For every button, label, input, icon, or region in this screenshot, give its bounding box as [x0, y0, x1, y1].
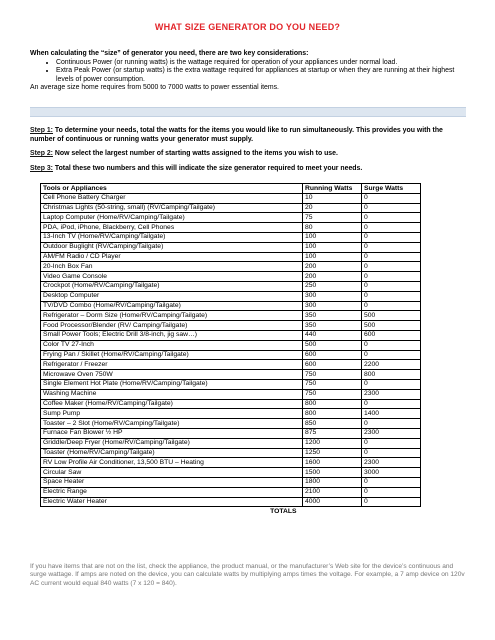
- running-watts-cell: 350: [303, 311, 362, 321]
- surge-watts-cell: 0: [362, 477, 421, 487]
- running-watts-cell: 100: [303, 232, 362, 242]
- appliance-cell: Refrigerator – Dorm Size (Home/RV/Camping/Tailgate): [41, 311, 303, 321]
- appliance-cell: Sump Pump: [41, 409, 303, 419]
- surge-watts-cell: 2300: [362, 458, 421, 468]
- table-row: [41, 193, 421, 203]
- surge-watts-cell: 0: [362, 262, 421, 272]
- surge-watts-cell: 0: [362, 438, 421, 448]
- appliance-cell: 13-Inch TV (Home/RV/Camping/Tailgate): [41, 232, 303, 242]
- table-row: [41, 458, 421, 468]
- appliance-cell: Food Processor/Blender (RV/ Camping/Tailgate): [41, 321, 303, 331]
- appliance-cell: Electric Range: [41, 487, 303, 497]
- surge-watts-cell: 500: [362, 321, 421, 331]
- column-header-running-watts: Running Watts: [303, 184, 362, 194]
- table-row: [41, 321, 421, 331]
- appliance-cell: Microwave Oven 750W: [41, 370, 303, 380]
- appliance-cell: Circular Saw: [41, 468, 303, 478]
- table-row: [41, 360, 421, 370]
- footnote: If you have items that are not on the list, check the appliance, the product manual, or the manufacturer’s Web site for the device’s continuous and surge wattage. If amps are noted on the device, you can calculate watts by multiplying amps times the voltage. For example, a 7 amp device on 120v AC current would equal 840 watts (7 x 120 = 840).: [30, 563, 465, 587]
- table-row: [41, 330, 421, 340]
- running-watts-cell: 1250: [303, 448, 362, 458]
- appliance-cell: Coffee Maker (Home/RV/Camping/Tailgate): [41, 399, 303, 409]
- average-home-note: An average size home requires from 5000 to 7000 watts to power essential items.: [30, 84, 279, 92]
- running-watts-cell: 350: [303, 321, 362, 331]
- appliance-cell: Refrigerator / Freezer: [41, 360, 303, 370]
- appliance-cell: 20-Inch Box Fan: [41, 262, 303, 272]
- appliance-cell: TV/DVD Combo (Home/RV/Camping/Tailgate): [41, 301, 303, 311]
- table-row: [41, 223, 421, 233]
- appliance-cell: Cell Phone Battery Charger: [41, 193, 303, 203]
- surge-watts-cell: 0: [362, 193, 421, 203]
- running-watts-cell: 850: [303, 419, 362, 429]
- step-text: To determine your needs, total the watts for the items you would like to run simultaneously. This provides you with the number of continuous or running watts your generator must supply.: [30, 127, 443, 143]
- table-row: [41, 301, 421, 311]
- table-row: [41, 232, 421, 242]
- running-watts-cell: 1500: [303, 468, 362, 478]
- appliance-cell: Space Heater: [41, 477, 303, 487]
- table-row: [41, 291, 421, 301]
- running-watts-cell: 4000: [303, 497, 362, 507]
- considerations-list: [30, 59, 470, 85]
- surge-watts-cell: 3000: [362, 468, 421, 478]
- running-watts-cell: 20: [303, 203, 362, 213]
- surge-watts-cell: 0: [362, 350, 421, 360]
- surge-watts-cell: 2300: [362, 389, 421, 399]
- running-watts-cell: 250: [303, 281, 362, 291]
- surge-watts-cell: 500: [362, 311, 421, 321]
- running-watts-cell: 300: [303, 301, 362, 311]
- table-row: [41, 419, 421, 429]
- appliance-cell: Frying Pan / Skillet (Home/RV/Camping/Tailgate): [41, 350, 303, 360]
- table-header-row: [41, 184, 421, 194]
- surge-watts-cell: 0: [362, 223, 421, 233]
- intro-section: [30, 50, 470, 93]
- surge-watts-cell: 600: [362, 330, 421, 340]
- running-watts-cell: 300: [303, 291, 362, 301]
- wattage-table: [40, 183, 421, 516]
- running-watts-cell: 1800: [303, 477, 362, 487]
- appliance-cell: Video Game Console: [41, 272, 303, 282]
- step-text: Total these two numbers and this will indicate the size generator required to meet your needs.: [52, 165, 363, 173]
- table-row: [41, 272, 421, 282]
- appliance-cell: Laptop Computer (Home/RV/Camping/Tailgate): [41, 213, 303, 223]
- surge-watts-cell: 0: [362, 242, 421, 252]
- page-title: WHAT SIZE GENERATOR DO YOU NEED?: [154, 22, 341, 32]
- appliance-cell: Furnace Fan Blower ½ HP: [41, 428, 303, 438]
- table-row: [41, 203, 421, 213]
- surge-watts-cell: 0: [362, 340, 421, 350]
- appliance-cell: PDA, iPod, iPhone, Blackberry, Cell Phones: [41, 223, 303, 233]
- table-row: [41, 370, 421, 380]
- step-label: Step 1:: [30, 127, 53, 134]
- running-watts-cell: 200: [303, 262, 362, 272]
- running-watts-cell: 200: [303, 272, 362, 282]
- section-divider: [30, 107, 466, 117]
- intro-lead: When calculating the “size” of generator you need, there are two key considerations:: [30, 50, 309, 57]
- surge-watts-cell: 0: [362, 272, 421, 282]
- table-row: [41, 497, 421, 507]
- surge-watts-cell: 0: [362, 252, 421, 262]
- running-watts-cell: 80: [303, 223, 362, 233]
- surge-watts-cell: 0: [362, 497, 421, 507]
- table-row: [41, 281, 421, 291]
- totals-surge-cell: [362, 507, 421, 516]
- surge-watts-cell: 1400: [362, 409, 421, 419]
- running-watts-cell: 2100: [303, 487, 362, 497]
- surge-watts-cell: 0: [362, 203, 421, 213]
- table-row: [41, 213, 421, 223]
- table-row: [41, 350, 421, 360]
- running-watts-cell: 1200: [303, 438, 362, 448]
- table-row: [41, 468, 421, 478]
- table-row: [41, 379, 421, 389]
- totals-running-cell: [303, 507, 362, 516]
- table-row: [41, 252, 421, 262]
- running-watts-cell: 750: [303, 389, 362, 399]
- appliance-cell: Electric Water Heater: [41, 497, 303, 507]
- table-row: [41, 311, 421, 321]
- running-watts-cell: 440: [303, 330, 362, 340]
- step-3: [30, 165, 466, 174]
- appliance-cell: Outdoor Buglight (RV/Camping/Tailgate): [41, 242, 303, 252]
- surge-watts-cell: 0: [362, 448, 421, 458]
- appliance-cell: Small Power Tools; Electric Drill 3/8-inch, jig saw…): [41, 330, 303, 340]
- table-row: [41, 340, 421, 350]
- running-watts-cell: 1600: [303, 458, 362, 468]
- appliance-cell: Griddle/Deep Fryer (Home/RV/Camping/Tailgate): [41, 438, 303, 448]
- list-item-continuous-power: • Continuous Power (or running watts) is the wattage required for operation of your appliances under normal load.: [56, 59, 470, 68]
- appliance-cell: Toaster – 2 Slot (Home/RV/Camping/Tailgate): [41, 419, 303, 429]
- appliance-cell: Desktop Computer: [41, 291, 303, 301]
- table-row: [41, 487, 421, 497]
- appliance-cell: Toaster (Home/RV/Camping/Tailgate): [41, 448, 303, 458]
- surge-watts-cell: 2200: [362, 360, 421, 370]
- running-watts-cell: 600: [303, 360, 362, 370]
- appliance-cell: Crockpot (Home/RV/Camping/Tailgate): [41, 281, 303, 291]
- running-watts-cell: 500: [303, 340, 362, 350]
- running-watts-cell: 750: [303, 370, 362, 380]
- totals-label: TOTALS: [270, 507, 297, 515]
- steps-section: [30, 127, 466, 180]
- surge-watts-cell: 0: [362, 213, 421, 223]
- running-watts-cell: 100: [303, 242, 362, 252]
- column-header-surge-watts: Surge Watts: [362, 184, 421, 194]
- running-watts-cell: 10: [303, 193, 362, 203]
- table-row: [41, 262, 421, 272]
- running-watts-cell: 600: [303, 350, 362, 360]
- surge-watts-cell: 0: [362, 379, 421, 389]
- surge-watts-cell: 0: [362, 399, 421, 409]
- step-1: [30, 127, 466, 144]
- appliance-cell: Color TV 27-Inch: [41, 340, 303, 350]
- appliance-cell: Washing Machine: [41, 389, 303, 399]
- running-watts-cell: 750: [303, 379, 362, 389]
- surge-watts-cell: 0: [362, 291, 421, 301]
- table-row: [41, 409, 421, 419]
- table-row: [41, 389, 421, 399]
- running-watts-cell: 75: [303, 213, 362, 223]
- surge-watts-cell: 0: [362, 301, 421, 311]
- running-watts-cell: 800: [303, 409, 362, 419]
- step-text: Now select the largest number of starting watts assigned to the items you wish to use.: [52, 150, 338, 158]
- step-label: Step 3:: [30, 165, 53, 173]
- surge-watts-cell: 0: [362, 487, 421, 497]
- running-watts-cell: 875: [303, 428, 362, 438]
- surge-watts-cell: 2300: [362, 428, 421, 438]
- appliance-cell: Single Element Hot Plate (Home/RV/Camping/Tailgate): [41, 379, 303, 389]
- surge-watts-cell: 0: [362, 419, 421, 429]
- running-watts-cell: 100: [303, 252, 362, 262]
- table-row: [41, 448, 421, 458]
- surge-watts-cell: 0: [362, 232, 421, 242]
- surge-watts-cell: 0: [362, 281, 421, 291]
- totals-row: [41, 507, 421, 516]
- table-row: [41, 399, 421, 409]
- table-row: [41, 438, 421, 448]
- table-row: [41, 477, 421, 487]
- running-watts-cell: 800: [303, 399, 362, 409]
- table-row: [41, 242, 421, 252]
- table-row: [41, 428, 421, 438]
- surge-watts-cell: 800: [362, 370, 421, 380]
- appliance-cell: AM/FM Radio / CD Player: [41, 252, 303, 262]
- column-header-tools: Tools or Appliances: [41, 184, 303, 194]
- step-label: Step 2:: [30, 150, 53, 158]
- list-item-extra-peak-power: • Extra Peak Power (or startup watts) is the extra wattage required for appliances at startup or when they are running at their highest levels of power consumption.: [56, 67, 470, 84]
- appliance-cell: RV Low Profile Air Conditioner, 13,500 BTU – Heating: [41, 458, 303, 468]
- appliance-cell: Christmas Lights (50-string, small) (RV/Camping/Tailgate): [41, 203, 303, 213]
- step-2: [30, 150, 466, 159]
